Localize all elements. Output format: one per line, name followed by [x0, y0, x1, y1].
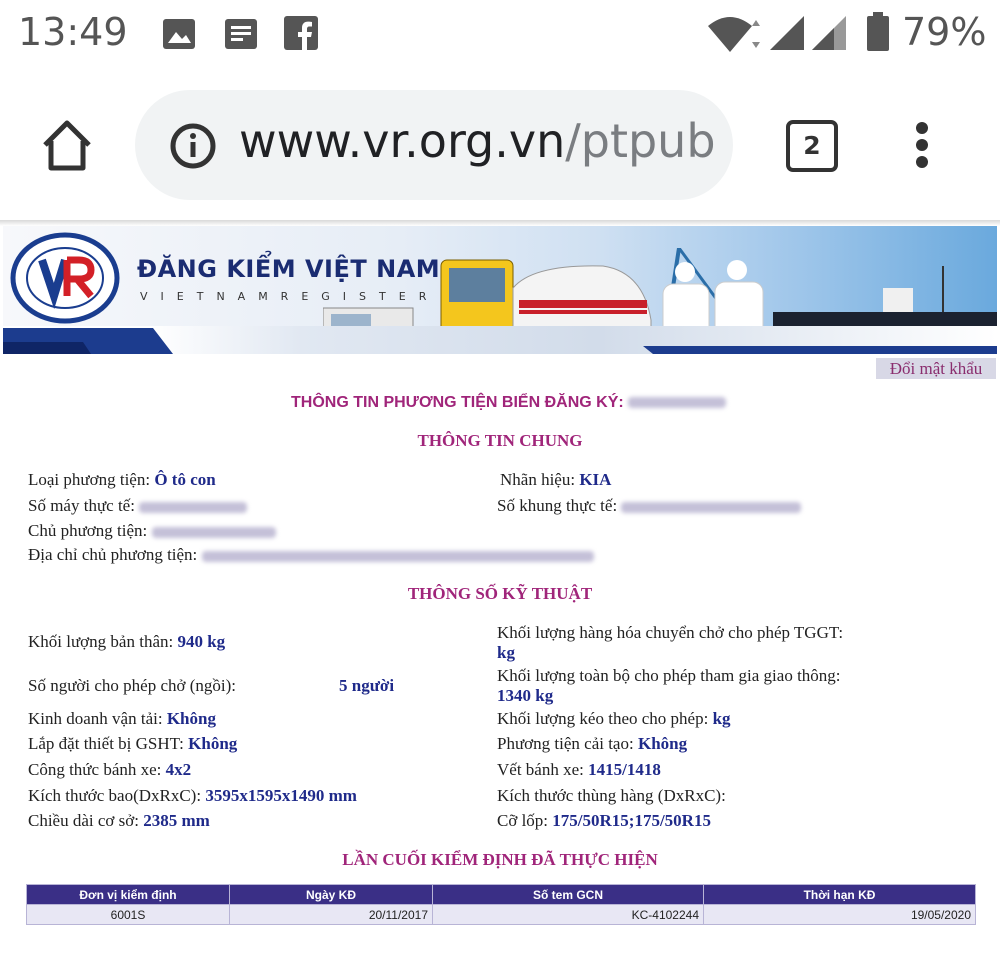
signal-icon-1 — [770, 16, 804, 50]
battery-percent: 79% — [902, 10, 987, 54]
table-cell: 19/05/2020 — [704, 905, 976, 925]
table-cell: 20/11/2017 — [230, 905, 433, 925]
gsht-field — [28, 734, 237, 754]
redacted-address — [202, 551, 594, 562]
redacted-engine-no — [139, 502, 247, 513]
browser-toolbar — [0, 70, 1000, 220]
curb-weight-field — [28, 632, 225, 652]
modified-label: Phương tiện cải tạo: — [497, 734, 634, 753]
owner-label: Chủ phương tiện: — [28, 521, 148, 540]
column-header: Ngày KĐ — [230, 885, 433, 905]
total-weight-field — [497, 666, 841, 706]
wheel-formula-field — [28, 760, 191, 780]
status-bar — [0, 0, 1000, 70]
cargo-value: kg — [497, 643, 515, 662]
owner-field — [28, 521, 276, 541]
url-path: /ptpub — [565, 114, 716, 168]
modified-value: Không — [637, 734, 688, 753]
column-header: Số tem GCN — [433, 885, 704, 905]
vr-logo-icon — [9, 232, 121, 324]
address-field — [28, 545, 594, 565]
battery-icon — [866, 12, 890, 52]
dims-label: Kích thước bao(DxRxC): — [28, 786, 202, 805]
cargo-dims-label: Kích thước thùng hàng (DxRxC): — [497, 786, 726, 805]
table-header-row — [27, 885, 976, 905]
banner-subtitle: VIETNAMREGISTER — [140, 290, 440, 303]
brand-label: Nhãn hiệu: — [500, 470, 576, 489]
tire-field — [497, 811, 711, 831]
gsht-value: Không — [188, 734, 238, 753]
curb-weight-value: 940 kg — [177, 632, 226, 651]
vehicle-type-field — [28, 470, 216, 490]
status-time: 13:49 — [18, 10, 128, 54]
inspection-table — [26, 884, 976, 925]
modified-field — [497, 734, 687, 754]
table-cell: KC-4102244 — [433, 905, 704, 925]
section-inspection-title: LẦN CUỐI KIỂM ĐỊNH ĐÃ THỰC HIỆN — [342, 850, 658, 869]
chassis-no-label: Số khung thực tế: — [497, 496, 618, 515]
business-value: Không — [166, 709, 216, 728]
section-general-title: THÔNG TIN CHUNG — [417, 431, 583, 450]
wheelbase-value: 2385 mm — [143, 811, 210, 830]
table-row — [27, 905, 976, 925]
wheelbase-label: Chiều dài cơ sở: — [28, 811, 139, 830]
wheel-formula-label: Công thức bánh xe: — [28, 760, 162, 779]
tire-label: Cỡ lốp: — [497, 811, 549, 830]
column-header: Thời hạn KĐ — [704, 885, 976, 905]
banner-title: ĐĂNG KIỂM VIỆT NAM — [137, 255, 441, 283]
cargo-label: Khối lượng hàng hóa chuyển chở cho phép TGGT: — [497, 623, 844, 642]
business-label: Kinh doanh vận tải: — [28, 709, 163, 728]
url-host: www.vr.org.vn — [239, 114, 566, 168]
menu-dots-icon[interactable] — [908, 120, 936, 170]
address-bar[interactable] — [135, 90, 733, 200]
track-label: Vết bánh xe: — [497, 760, 584, 779]
tab-switcher-button[interactable]: 2 — [786, 120, 838, 172]
facebook-notification-icon — [284, 16, 318, 50]
table-cell: 6001S — [27, 905, 230, 925]
signal-icon-2 — [812, 16, 846, 50]
engine-no-label: Số máy thực tế: — [28, 496, 135, 515]
seats-value: 5 người — [339, 676, 395, 695]
seats-field — [28, 676, 236, 696]
dims-value: 3595x1595x1490 mm — [205, 786, 357, 805]
total-weight-label: Khối lượng toàn bộ cho phép tham gia giao thông: — [497, 666, 841, 685]
wheelbase-field — [28, 811, 210, 831]
site-banner — [3, 226, 997, 354]
brand-value: KIA — [579, 470, 612, 489]
chassis-no-field — [497, 496, 801, 516]
redacted-chassis-no — [621, 502, 801, 513]
url-text[interactable] — [239, 114, 716, 168]
business-field — [28, 709, 216, 729]
column-header: Đơn vị kiểm định — [27, 885, 230, 905]
news-notification-icon — [224, 18, 258, 50]
tow-field — [497, 709, 731, 729]
redacted-plate — [628, 397, 726, 408]
vehicle-type-value: Ô tô con — [154, 470, 216, 489]
gsht-label: Lắp đặt thiết bị GSHT: — [28, 734, 184, 753]
tire-value: 175/50R15;175/50R15 — [552, 811, 711, 830]
section-technical-title: THÔNG SỐ KỸ THUẬT — [407, 584, 593, 603]
track-value: 1415/1418 — [588, 760, 661, 779]
wifi-icon — [706, 14, 762, 54]
vehicle-type-label: Loại phương tiện: — [28, 470, 151, 489]
curb-weight-label: Khối lượng bản thân: — [28, 632, 174, 651]
cargo-field — [497, 623, 843, 663]
tow-value: kg — [712, 709, 731, 728]
brand-field — [500, 470, 611, 490]
change-password-link[interactable]: Đổi mật khẩu — [876, 358, 996, 379]
address-label: Địa chỉ chủ phương tiện: — [28, 545, 198, 564]
wheel-formula-value: 4x2 — [165, 760, 192, 779]
redacted-owner — [152, 527, 276, 538]
seats-label: Số người cho phép chở (ngồi): — [28, 676, 237, 695]
info-icon[interactable] — [169, 122, 217, 170]
page-heading — [291, 394, 726, 412]
page-heading-text: THÔNG TIN PHƯƠNG TIỆN BIỂN ĐĂNG KÝ: — [291, 394, 624, 411]
tow-label: Khối lượng kéo theo cho phép: — [497, 709, 709, 728]
home-icon[interactable] — [40, 118, 94, 172]
banner-stripe-decoration — [3, 324, 997, 354]
dims-field — [28, 786, 357, 806]
total-weight-value: 1340 kg — [497, 686, 554, 705]
gallery-notification-icon — [162, 18, 196, 50]
track-field — [497, 760, 661, 780]
engine-no-field — [28, 496, 247, 516]
cargo-dims-field — [497, 786, 726, 806]
